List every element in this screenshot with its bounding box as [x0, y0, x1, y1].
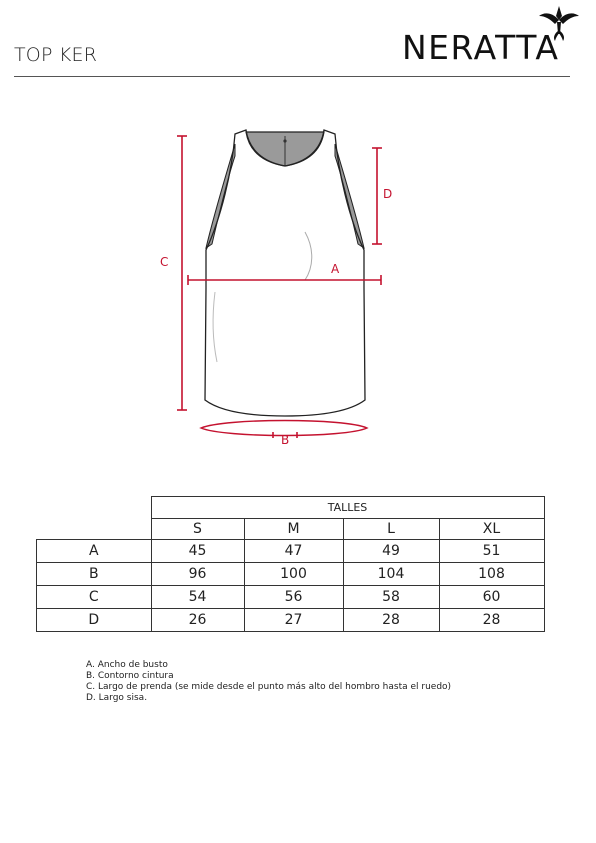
row-label: B — [37, 563, 152, 586]
table-group-header: TALLES — [151, 497, 544, 519]
brand-wordmark: NERATTA — [402, 28, 560, 67]
garment-armhole-right-inner — [335, 144, 364, 248]
table-corner — [37, 497, 152, 519]
product-title: TOP KER — [14, 44, 98, 66]
table-cell: 27 — [244, 609, 343, 632]
size-header-l: L — [343, 519, 439, 540]
size-header-xl: XL — [439, 519, 544, 540]
garment-diagram — [155, 122, 395, 452]
row-label: A — [37, 540, 152, 563]
dim-b-label: B — [281, 433, 290, 447]
table-cell: 54 — [151, 586, 244, 609]
table-cell: 60 — [439, 586, 544, 609]
table-row — [37, 540, 545, 563]
garment-fold-line — [305, 232, 312, 280]
row-label: C — [37, 586, 152, 609]
table-cell: 51 — [439, 540, 544, 563]
table-cell: 58 — [343, 586, 439, 609]
garment-button — [283, 139, 286, 142]
note-item: B. Contorno cintura — [86, 671, 174, 681]
note-item: D. Largo sisa. — [86, 693, 148, 703]
garment-fold-line — [213, 292, 217, 362]
table-cell: 96 — [151, 563, 244, 586]
table-cell: 108 — [439, 563, 544, 586]
table-cell: 56 — [244, 586, 343, 609]
table-row — [37, 586, 545, 609]
dim-a-label: A — [331, 262, 340, 276]
table-cell: 28 — [343, 609, 439, 632]
table-cell: 104 — [343, 563, 439, 586]
header-divider — [14, 76, 570, 77]
table-cell: 49 — [343, 540, 439, 563]
dim-d-label: D — [383, 187, 393, 201]
garment-armhole-left-inner — [206, 144, 235, 248]
table-row — [37, 609, 545, 632]
table-cell: 26 — [151, 609, 244, 632]
table-cell: 45 — [151, 540, 244, 563]
table-corner — [37, 519, 152, 540]
table-cell: 28 — [439, 609, 544, 632]
dim-c-label: C — [160, 255, 169, 269]
size-header-s: S — [151, 519, 244, 540]
note-item: C. Largo de prenda (se mide desde el punto más alto del hombro hasta el ruedo) — [86, 682, 452, 692]
table-row — [37, 563, 545, 586]
measurement-notes — [86, 660, 451, 704]
size-table — [36, 496, 545, 632]
row-label: D — [37, 609, 152, 632]
note-item: A. Ancho de busto — [86, 660, 168, 670]
table-cell: 47 — [244, 540, 343, 563]
table-cell: 100 — [244, 563, 343, 586]
size-header-m: M — [244, 519, 343, 540]
